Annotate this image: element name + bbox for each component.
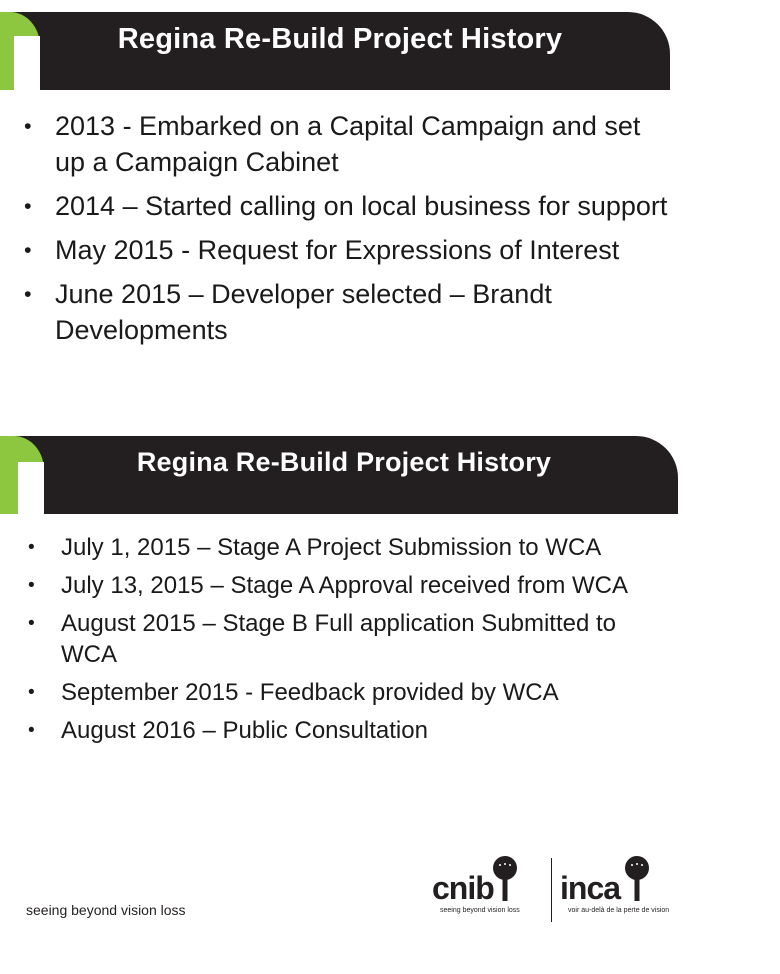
tree-icon — [490, 855, 520, 901]
bullet-icon: • — [24, 281, 32, 306]
bullet-icon: • — [28, 682, 35, 703]
section-title-2: Regina Re-Build Project History — [136, 447, 552, 477]
section-header-2 — [0, 436, 678, 514]
list-item: • August 2015 – Stage B Full application Submitted to WCA — [28, 610, 617, 668]
list-item: • June 2015 – Developer selected – Brandt Developments — [22, 276, 672, 348]
bullet-icon: • — [24, 193, 32, 218]
inca-logo: inca voir au-delà de la perte de vision — [560, 855, 675, 925]
list-item: • 2013 - Embarked on a Capital Campaign and set up a Campaign Cabinet — [22, 108, 672, 180]
tree-icon — [622, 855, 652, 901]
list-item: • May 2015 - Request for Expressions of Interest — [22, 232, 672, 268]
green-accent-tab — [0, 12, 40, 90]
bullet-icon: • — [28, 720, 35, 741]
list-item: • August 2016 – Public Consultation — [28, 717, 428, 744]
section-title-1: Regina Re-Build Project History — [117, 23, 563, 55]
logo-divider — [551, 858, 552, 922]
footer-tagline: seeing beyond vision loss — [26, 902, 186, 918]
green-accent-tab — [0, 436, 44, 514]
list-item: • July 1, 2015 – Stage A Project Submission to WCA — [28, 534, 602, 561]
bullet-icon: • — [28, 537, 35, 558]
bullet-icon: • — [24, 237, 32, 262]
list-item: • July 13, 2015 – Stage A Approval received from WCA — [28, 572, 628, 599]
bullet-icon: • — [24, 113, 32, 138]
history-list-1 — [22, 108, 672, 356]
list-item: • September 2015 - Feedback provided by WCA — [28, 679, 559, 706]
list-item: • 2014 – Started calling on local business for support — [22, 188, 672, 224]
section-header-1 — [0, 12, 670, 90]
history-list-2 — [28, 532, 678, 753]
cnib-logo: cnib seeing beyond vision loss — [432, 855, 547, 925]
bullet-icon: • — [28, 613, 35, 634]
bullet-icon: • — [28, 575, 35, 596]
